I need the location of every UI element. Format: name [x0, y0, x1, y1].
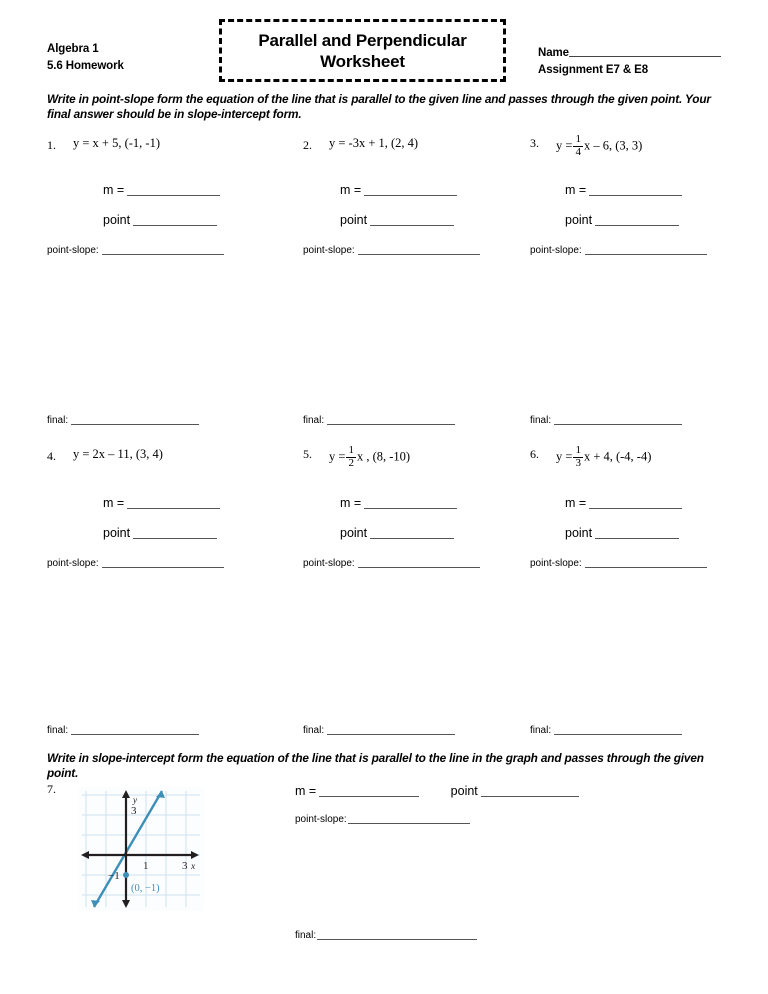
coordinate-plane-svg: [78, 787, 204, 911]
problem-3-final-label: final:: [530, 415, 552, 426]
problem-2-m-rule[interactable]: [364, 184, 457, 196]
problem-1-m-rule[interactable]: [127, 184, 220, 196]
problem-1-equation: y = x + 5, (-1, -1): [73, 136, 160, 150]
problem-3-fraction-denominator: 4: [575, 145, 581, 158]
problem-7-graph: [78, 787, 204, 911]
problem-6-final-rule[interactable]: [554, 723, 682, 735]
problem-3-m-label: m =: [565, 183, 587, 197]
problem-6-m-rule[interactable]: [589, 497, 682, 509]
problem-1-slope-row: [103, 183, 220, 197]
problem-6-final-row: [530, 723, 682, 736]
problem-6-equation: [556, 445, 651, 469]
problem-6-equation-pre: y =: [556, 449, 573, 464]
problem-6-point-row: [565, 526, 679, 540]
problem-1-point-slope-row: [47, 243, 224, 256]
problem-5-fraction: [346, 445, 356, 469]
problem-5-point-slope-label: point-slope:: [303, 558, 355, 569]
problem-4-point-slope-row: [47, 556, 224, 569]
lesson-name: 5.6 Homework: [47, 60, 124, 72]
problem-2-equation: y = -3x + 1, (2, 4): [329, 136, 419, 150]
problem-7-point-slope-label: point-slope:: [295, 814, 347, 825]
problem-2-final-rule[interactable]: [327, 413, 455, 425]
problem-7-final-rule[interactable]: [317, 928, 477, 940]
problem-2-point-slope-label: point-slope:: [303, 245, 355, 256]
problem-6-point-slope-label: point-slope:: [530, 558, 582, 569]
problem-6-equation-post: x + 4, (-4, -4): [583, 449, 652, 464]
problem-3-slope-row: [565, 183, 682, 197]
problem-7-m-rule[interactable]: [319, 785, 419, 797]
problem-7-point-slope-row: [295, 812, 470, 825]
problem-3-point-label: point: [565, 213, 593, 227]
problem-2-final-row: [303, 413, 455, 426]
graph-x-axis-label: x: [191, 862, 196, 872]
problem-5-point-row: [340, 526, 454, 540]
problem-3-point-row: [565, 213, 679, 227]
problem-1-point-row: [103, 213, 217, 227]
problem-5-point-slope-row: [303, 556, 480, 569]
problem-6-fraction: [573, 445, 583, 469]
problem-1-final-label: final:: [47, 415, 69, 426]
problem-5-point-rule[interactable]: [370, 527, 454, 539]
problem-4-m-label: m =: [103, 496, 125, 510]
course-name: Algebra 1: [47, 43, 99, 55]
problem-4-point-slope-label: point-slope:: [47, 558, 99, 569]
problem-3-final-rule[interactable]: [554, 413, 682, 425]
worksheet-title-box: [219, 19, 506, 82]
problem-5-final-label: final:: [303, 725, 325, 736]
problem-6-point-rule[interactable]: [595, 527, 679, 539]
problem-7-point-label: point: [450, 784, 478, 798]
problem-4-number: 4.: [47, 449, 56, 463]
problem-4-point-label: point: [103, 526, 131, 540]
problem-1-number: 1.: [47, 138, 56, 152]
problem-5-fraction-numerator: 1: [348, 444, 354, 456]
instructions-section-2: Write in slope-intercept form the equation of the line that is parallel to the line in the graph and passes through the given point.: [47, 751, 704, 780]
problem-3-m-rule[interactable]: [589, 184, 682, 196]
problem-6-final-label: final:: [530, 725, 552, 736]
problem-4-final-rule[interactable]: [71, 723, 199, 735]
instructions-section-1: Write in point-slope form the equation of the line that is parallel to the given line and passes through the given point. Your final answer should be in slope-intercept form.: [47, 92, 711, 121]
name-input-rule[interactable]: [569, 44, 721, 57]
problem-2-point-slope-rule[interactable]: [358, 243, 480, 255]
problem-3-fraction-numerator: 1: [575, 133, 581, 145]
problem-1-final-row: [47, 413, 199, 426]
problem-6-point-slope-row: [530, 556, 707, 569]
graph-x-tick-3: 3: [182, 860, 188, 872]
problem-2-slope-row: [340, 183, 457, 197]
problem-5-point-label: point: [340, 526, 368, 540]
problem-4-equation: y = 2x – 11, (3, 4): [73, 447, 163, 461]
name-field-row: [538, 44, 721, 62]
problem-6-fraction-denominator: 3: [575, 456, 581, 469]
problem-2-number: 2.: [303, 138, 312, 152]
problem-5-number: 5.: [303, 447, 312, 461]
problem-7-point-slope-rule[interactable]: [348, 812, 470, 824]
problem-1-m-label: m =: [103, 183, 125, 197]
header-right: [538, 44, 721, 79]
problem-2-final-label: final:: [303, 415, 325, 426]
assignment-label: Assignment E7 & E8: [538, 64, 649, 76]
graph-x-tick-1: 1: [143, 860, 149, 872]
problem-1-point-rule[interactable]: [133, 214, 217, 226]
problem-1-final-rule[interactable]: [71, 413, 199, 425]
problem-7-slope-point-row: [295, 784, 579, 798]
problem-4-point-rule[interactable]: [133, 527, 217, 539]
problem-6-number: 6.: [530, 447, 539, 461]
graph-y-tick-3: 3: [131, 805, 137, 817]
problem-3-equation-pre: y =: [556, 138, 573, 153]
problem-3-point-slope-label: point-slope:: [530, 245, 582, 256]
name-label: Name: [538, 47, 569, 59]
problem-4-m-rule[interactable]: [127, 497, 220, 509]
graph-y-axis-label: y: [133, 795, 137, 805]
problem-2-point-row: [340, 213, 454, 227]
problem-3-point-slope-row: [530, 243, 707, 256]
problem-6-point-slope-rule[interactable]: [585, 556, 707, 568]
problem-7-point-rule[interactable]: [481, 785, 579, 797]
header-left: [47, 41, 124, 75]
problem-3-fraction: [573, 134, 583, 158]
problem-5-point-slope-rule[interactable]: [358, 556, 480, 568]
problem-5-m-rule[interactable]: [364, 497, 457, 509]
problem-2-point-slope-row: [303, 243, 480, 256]
problem-5-equation-post: x , (8, -10): [356, 449, 411, 464]
problem-2-point-rule[interactable]: [370, 214, 454, 226]
problem-1-point-slope-label: point-slope:: [47, 245, 99, 256]
page-title: Parallel and Perpendicular Worksheet: [258, 30, 467, 71]
problem-5-final-row: [303, 723, 455, 736]
problem-3-equation: [556, 134, 642, 158]
problem-7-number: 7.: [47, 782, 56, 796]
problem-2-point-label: point: [340, 213, 368, 227]
problem-7-final-label: final:: [295, 930, 317, 941]
problem-6-m-label: m =: [565, 496, 587, 510]
problem-5-fraction-denominator: 2: [348, 456, 354, 469]
graph-intercept-point: [123, 872, 129, 878]
problem-3-equation-post: x – 6, (3, 3): [583, 138, 643, 153]
graph-point-label: (0, −1): [131, 883, 160, 894]
problem-5-slope-row: [340, 496, 457, 510]
problem-5-m-label: m =: [340, 496, 362, 510]
graph-y-tick-neg1: −1: [108, 870, 120, 882]
problem-3-point-slope-rule[interactable]: [585, 243, 707, 255]
problem-7-m-label: m =: [295, 784, 317, 798]
problem-4-final-label: final:: [47, 725, 69, 736]
problem-3-point-rule[interactable]: [595, 214, 679, 226]
problem-5-equation-pre: y =: [329, 449, 346, 464]
problem-4-point-slope-rule[interactable]: [102, 556, 224, 568]
problem-2-m-label: m =: [340, 183, 362, 197]
problem-4-point-row: [103, 526, 217, 540]
problem-5-equation: [329, 445, 410, 469]
problem-4-slope-row: [103, 496, 220, 510]
problem-5-final-rule[interactable]: [327, 723, 455, 735]
problem-6-slope-row: [565, 496, 682, 510]
problem-7-final-row: [295, 928, 477, 941]
problem-1-point-slope-rule[interactable]: [102, 243, 224, 255]
problem-3-number: 3.: [530, 136, 539, 150]
problem-1-point-label: point: [103, 213, 131, 227]
problem-4-final-row: [47, 723, 199, 736]
problem-6-point-label: point: [565, 526, 593, 540]
problem-6-fraction-numerator: 1: [575, 444, 581, 456]
problem-3-final-row: [530, 413, 682, 426]
